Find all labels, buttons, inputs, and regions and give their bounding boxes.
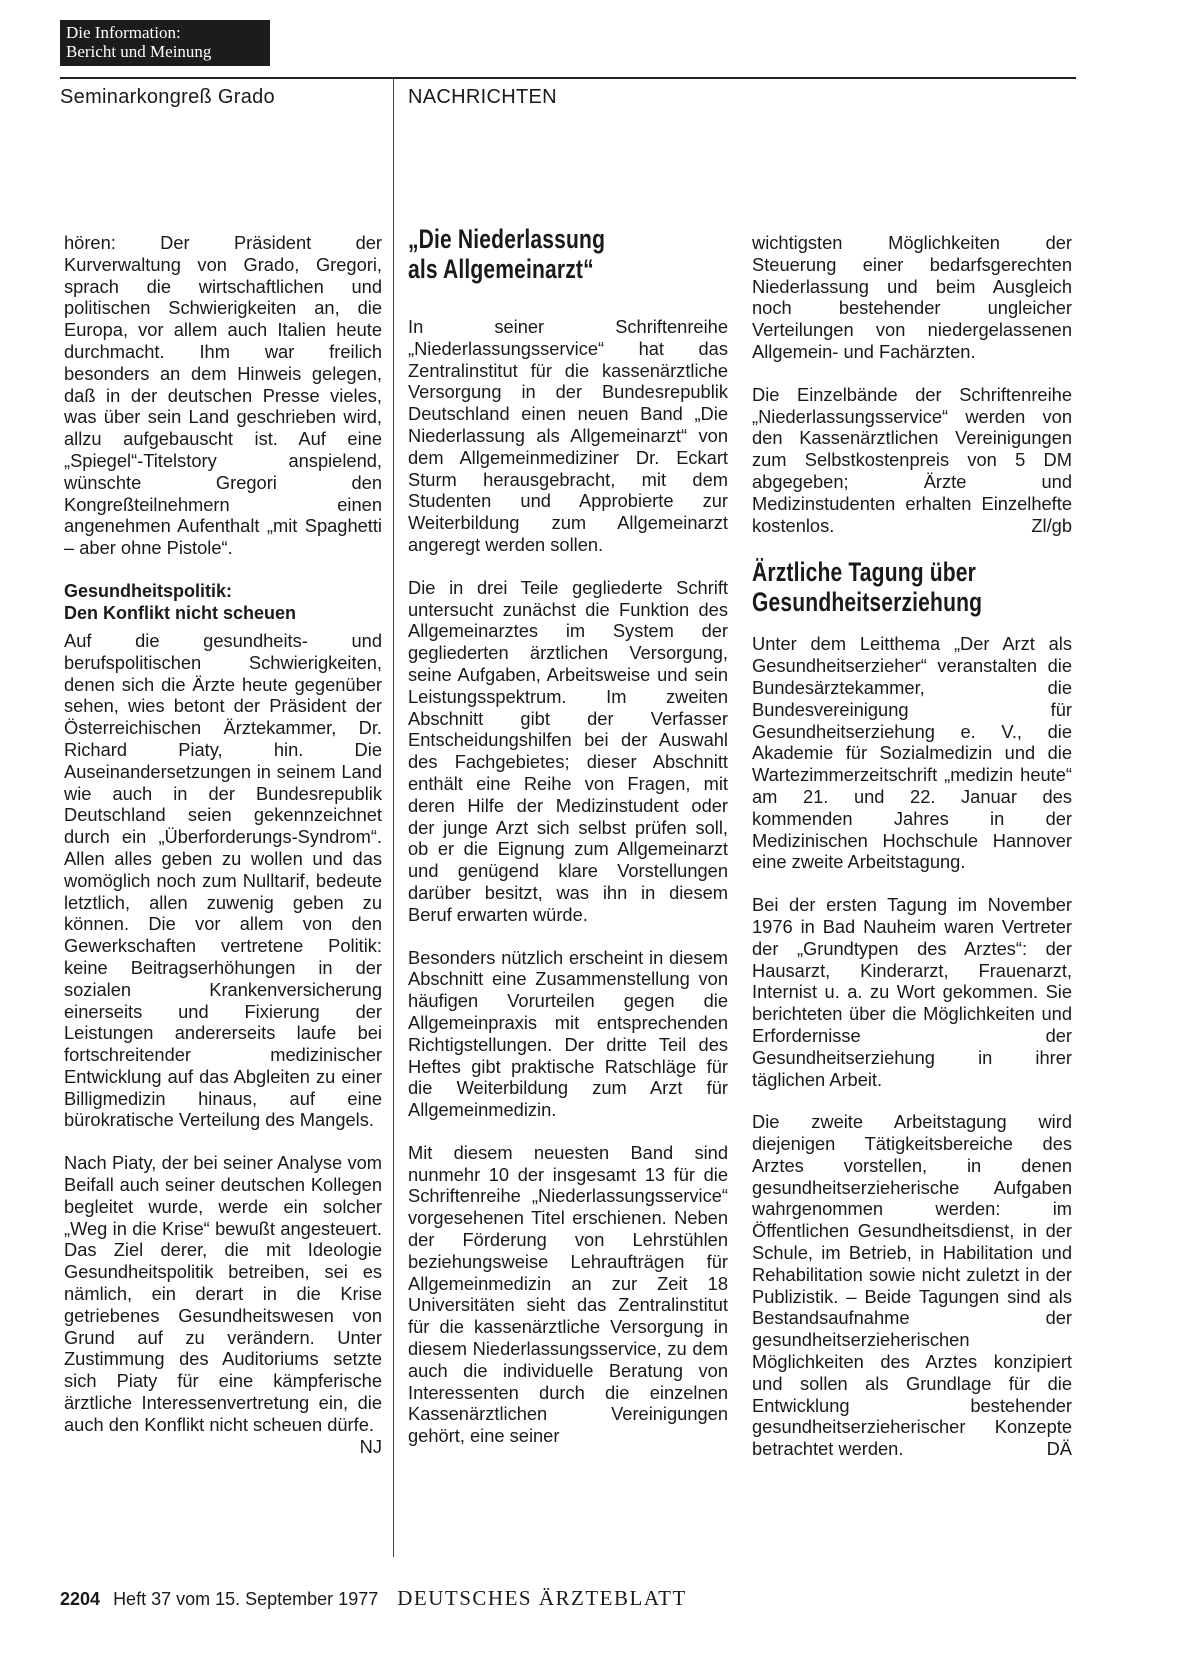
section-title-right: NACHRICHTEN [408,86,557,108]
headline-line-2: Gesundheitserziehung [752,587,983,618]
col3-paragraph-5 [752,1111,1072,1460]
masthead: DEUTSCHES ÄRZTEBLATT [397,1586,687,1610]
badge-line-2: Bericht und Meinung [66,42,212,61]
col2-paragraph-2: Die in drei Teile gegliederte Schrift untersucht zunächst die Funktion des Allgemeinarztes im System der gegliederten ärztlichen Versorgung, seine Aufgaben, Arbeitsweise und sein Leistungsspektrum. Im zweiten Abschnitt gibt der Verfasser Entscheidungshilfen bei der Auswahl des Fachgebietes; dieser Abschnitt enthält eine Reihe von Fragen, mit deren Hilfe der Medizinstudent oder der junge Arzt sich selbst prüfen soll, ob er die Eignung zum Allgemeinarzt und genügend klare Vorstellungen darüber besitzt, was ihn in diesem Beruf erwarten würde. [408,576,728,925]
col3-paragraph-3: Unter dem Leitthema „Der Arzt als Gesundheitserzieher“ veranstalten die Bundesärztekammer, die Bundesvereinigung für Gesundheitserziehung e. V., die Akademie für Sozialmedizin und die Wartezimmerzeitschrift „medizin heute“ am 21. und 22. Januar des kommenden Jahres in der Medizinischen Hochschule Hannover eine zweite Arbeitstagung. [752,633,1072,873]
author-sign-da: DÄ [1046,1438,1072,1460]
col2-paragraph-4: Mit diesem neuesten Band sind nunmehr 10 der insgesamt 13 für die Schriftenreihe „Niederlassungsservice“ vorgesehenen Titel erschienen. Neben der Förderung von Lehrstühlen beziehungsweise Lehraufträgen für Allgemeinmedizin an zur Zeit 18 Universitäten sieht das Zentralinstitut für die kassenärztliche Versorgung in diesem Niederlassungsservice, zu dem auch die individuelle Beratung von Interessenten durch die einzelnen Kassenärztlichen Vereinigungen gehört, eine seiner [408,1141,728,1447]
article-headline-niederlassung [408,224,658,284]
headline-line-1: Ärztliche Tagung über [752,557,977,588]
page-footer [60,1586,687,1611]
section-title-left: Seminarkongreß Grado [60,86,275,108]
col3-paragraph-2 [752,384,1072,537]
col3-paragraph-4: Bei der ersten Tagung im November 1976 in Bad Nauheim waren Vertreter der „Grundtypen des Arztes“: der Hausarzt, Kinderarzt, Frauenarzt, Internist u. a. zu Wort gekommen. Sie berichteten über die Möglichkeiten und Erfordernisse der Gesundheitserziehung in ihrer täglichen Arbeit. [752,894,1072,1090]
col1-subheading-line-1: Gesundheitspolitik: [64,580,233,601]
column-2 [408,224,728,1468]
headline-line-2: als Allgemeinarzt“ [408,254,594,284]
col1-paragraph-3 [64,1152,382,1457]
col1-paragraph-1: hören: Der Präsident der Kurverwaltung von Grado, Gregori, sprach die wirtschaftlichen und politischen Schwierigkeiten an, die Europa, vor allem auch Italien heute durchmacht. Ihm war freilich besonders an dem Hinweis gelegen, daß in der deutschen Presse vieles, was über sein Land geschrieben wird, allzu aufgebauscht ist. Auf eine „Spiegel“-Titelstory anspielend, wünschte Gregori den Kongreßteilnehmern einen angenehmen Aufenthalt „mit Spaghetti – aber ohne Pistole“. [64,232,382,559]
article-headline-tagung [752,557,1002,617]
col3-paragraph-2-text: Die Einzelbände der Schriftenreihe „Niederlassungsservice“ werden von den Kassenärztlichen Vereinigungen zum Selbstkostenpreis von 5 DM abgegeben; Ärzte und Medizinstudenten erhalten Einzelhefte kostenlos. [752,383,1072,536]
column-divider [393,78,394,1557]
top-rule [60,77,1076,79]
col1-subheading [64,580,382,624]
author-sign-zlgb: Zl/gb [1031,514,1072,536]
col2-paragraph-3: Besonders nützlich erscheint in diesem Abschnitt eine Zusammenstellung von häufigen Vorurteilen gegen die Allgemeinpraxis mit entsprechenden Richtigstellungen. Der dritte Teil des Heftes gibt praktische Ratschläge für die Weiterbildung zum Arzt für Allgemeinmedizin. [408,946,728,1121]
column-1 [64,232,382,1457]
col3-paragraph-1: wichtigsten Möglichkeiten der Steuerung einer bedarfsgerechten Niederlassung und beim Ausgleich noch bestehender ungleicher Verteilungen von niedergelassenen Allgemein- und Fachärzten. [752,232,1072,362]
col1-paragraph-2: Auf die gesundheits- und berufspolitischen Schwierigkeiten, denen sich die Ärzte heute gegenüber sehen, wies betont der Präsident der Österreichischen Ärztekammer, Dr. Richard Piaty, hin. Die Auseinandersetzungen in seinem Land wie auch in der Bundesrepublik Deutschland seien gekennzeichnet durch ein „Überforderungs-Syndrom“. Allen alles geben zu wollen und das womöglich noch zum Nulltarif, bedeute letztlich, allen zuwenig geben zu können. Die vor allem von den Gewerkschaften vertretene Politik: keine Beitragserhöhungen in der sozialen Krankenversicherung einerseits und Fixierung der Leistungen andererseits laufe bei fortschreitender medizinischer Entwicklung auf das Abgleiten zu einer Billigmedizin hinaus, auf eine bürokratische Verteilung des Mangels. [64,629,382,1131]
col3-paragraph-5-text: Die zweite Arbeitstagung wird diejenigen Tätigkeitsbereiche des Arztes vorstellen, in denen gesundheitserzieherische Aufgaben wahrgenommen werden: im Öffentlichen Gesundheitsdienst, in der Schule, im Betrieb, in Habilitation und Rehabilitation sowie nicht zuletzt in der Publizistik. – Beide Tagungen sind als Bestandsaufnahme der gesundheitserzieherischen Möglichkeiten des Arztes konzipiert und sollen als Grundlage für die Entwicklung bestehender gesundheitserzieherischer Konzepte betrachtet werden. [752,1111,1072,1460]
headline-line-1: „Die Niederlassung [408,224,606,254]
col1-subheading-line-2: Den Konflikt nicht scheuen [64,602,297,623]
col1-paragraph-3-text: Nach Piaty, der bei seiner Analyse vom Beifall auch seiner deutschen Kollegen begleitet wurde, werde ein solcher „Weg in die Krise“ bewußt angesteuert. Das Ziel derer, die mit Ideologie Gesundheitspolitik betreiben, sei es nämlich, ein derart in die Krise getriebenes Gesundheitswesen von Grund auf zu verändern. Unter Zustimmung des Auditoriums setzte sich Piaty für eine kämpferische ärztliche Interessenvertretung ein, die auch den Konflikt nicht scheuen dürfe. [64,1152,382,1435]
issue-info: Heft 37 vom 15. September 1977 [113,1589,379,1609]
col2-paragraph-1: In seiner Schriftenreihe „Niederlassungsservice“ hat das Zentralinstitut für die kassenärztliche Versorgung in der Bundesrepublik Deutschland einen neuen Band „Die Niederlassung als Allgemeinarzt“ von dem Allgemeinmediziner Dr. Eckart Sturm herausgebracht, mit dem Studenten und Approbierte zur Weiterbildung zum Allgemeinarzt angeregt werden sollen. [408,316,728,555]
author-sign-nj: NJ [359,1435,382,1457]
badge-line-1: Die Information: [66,23,181,42]
page-number: 2204 [60,1589,101,1609]
column-3 [752,232,1072,1481]
section-badge [60,20,270,66]
